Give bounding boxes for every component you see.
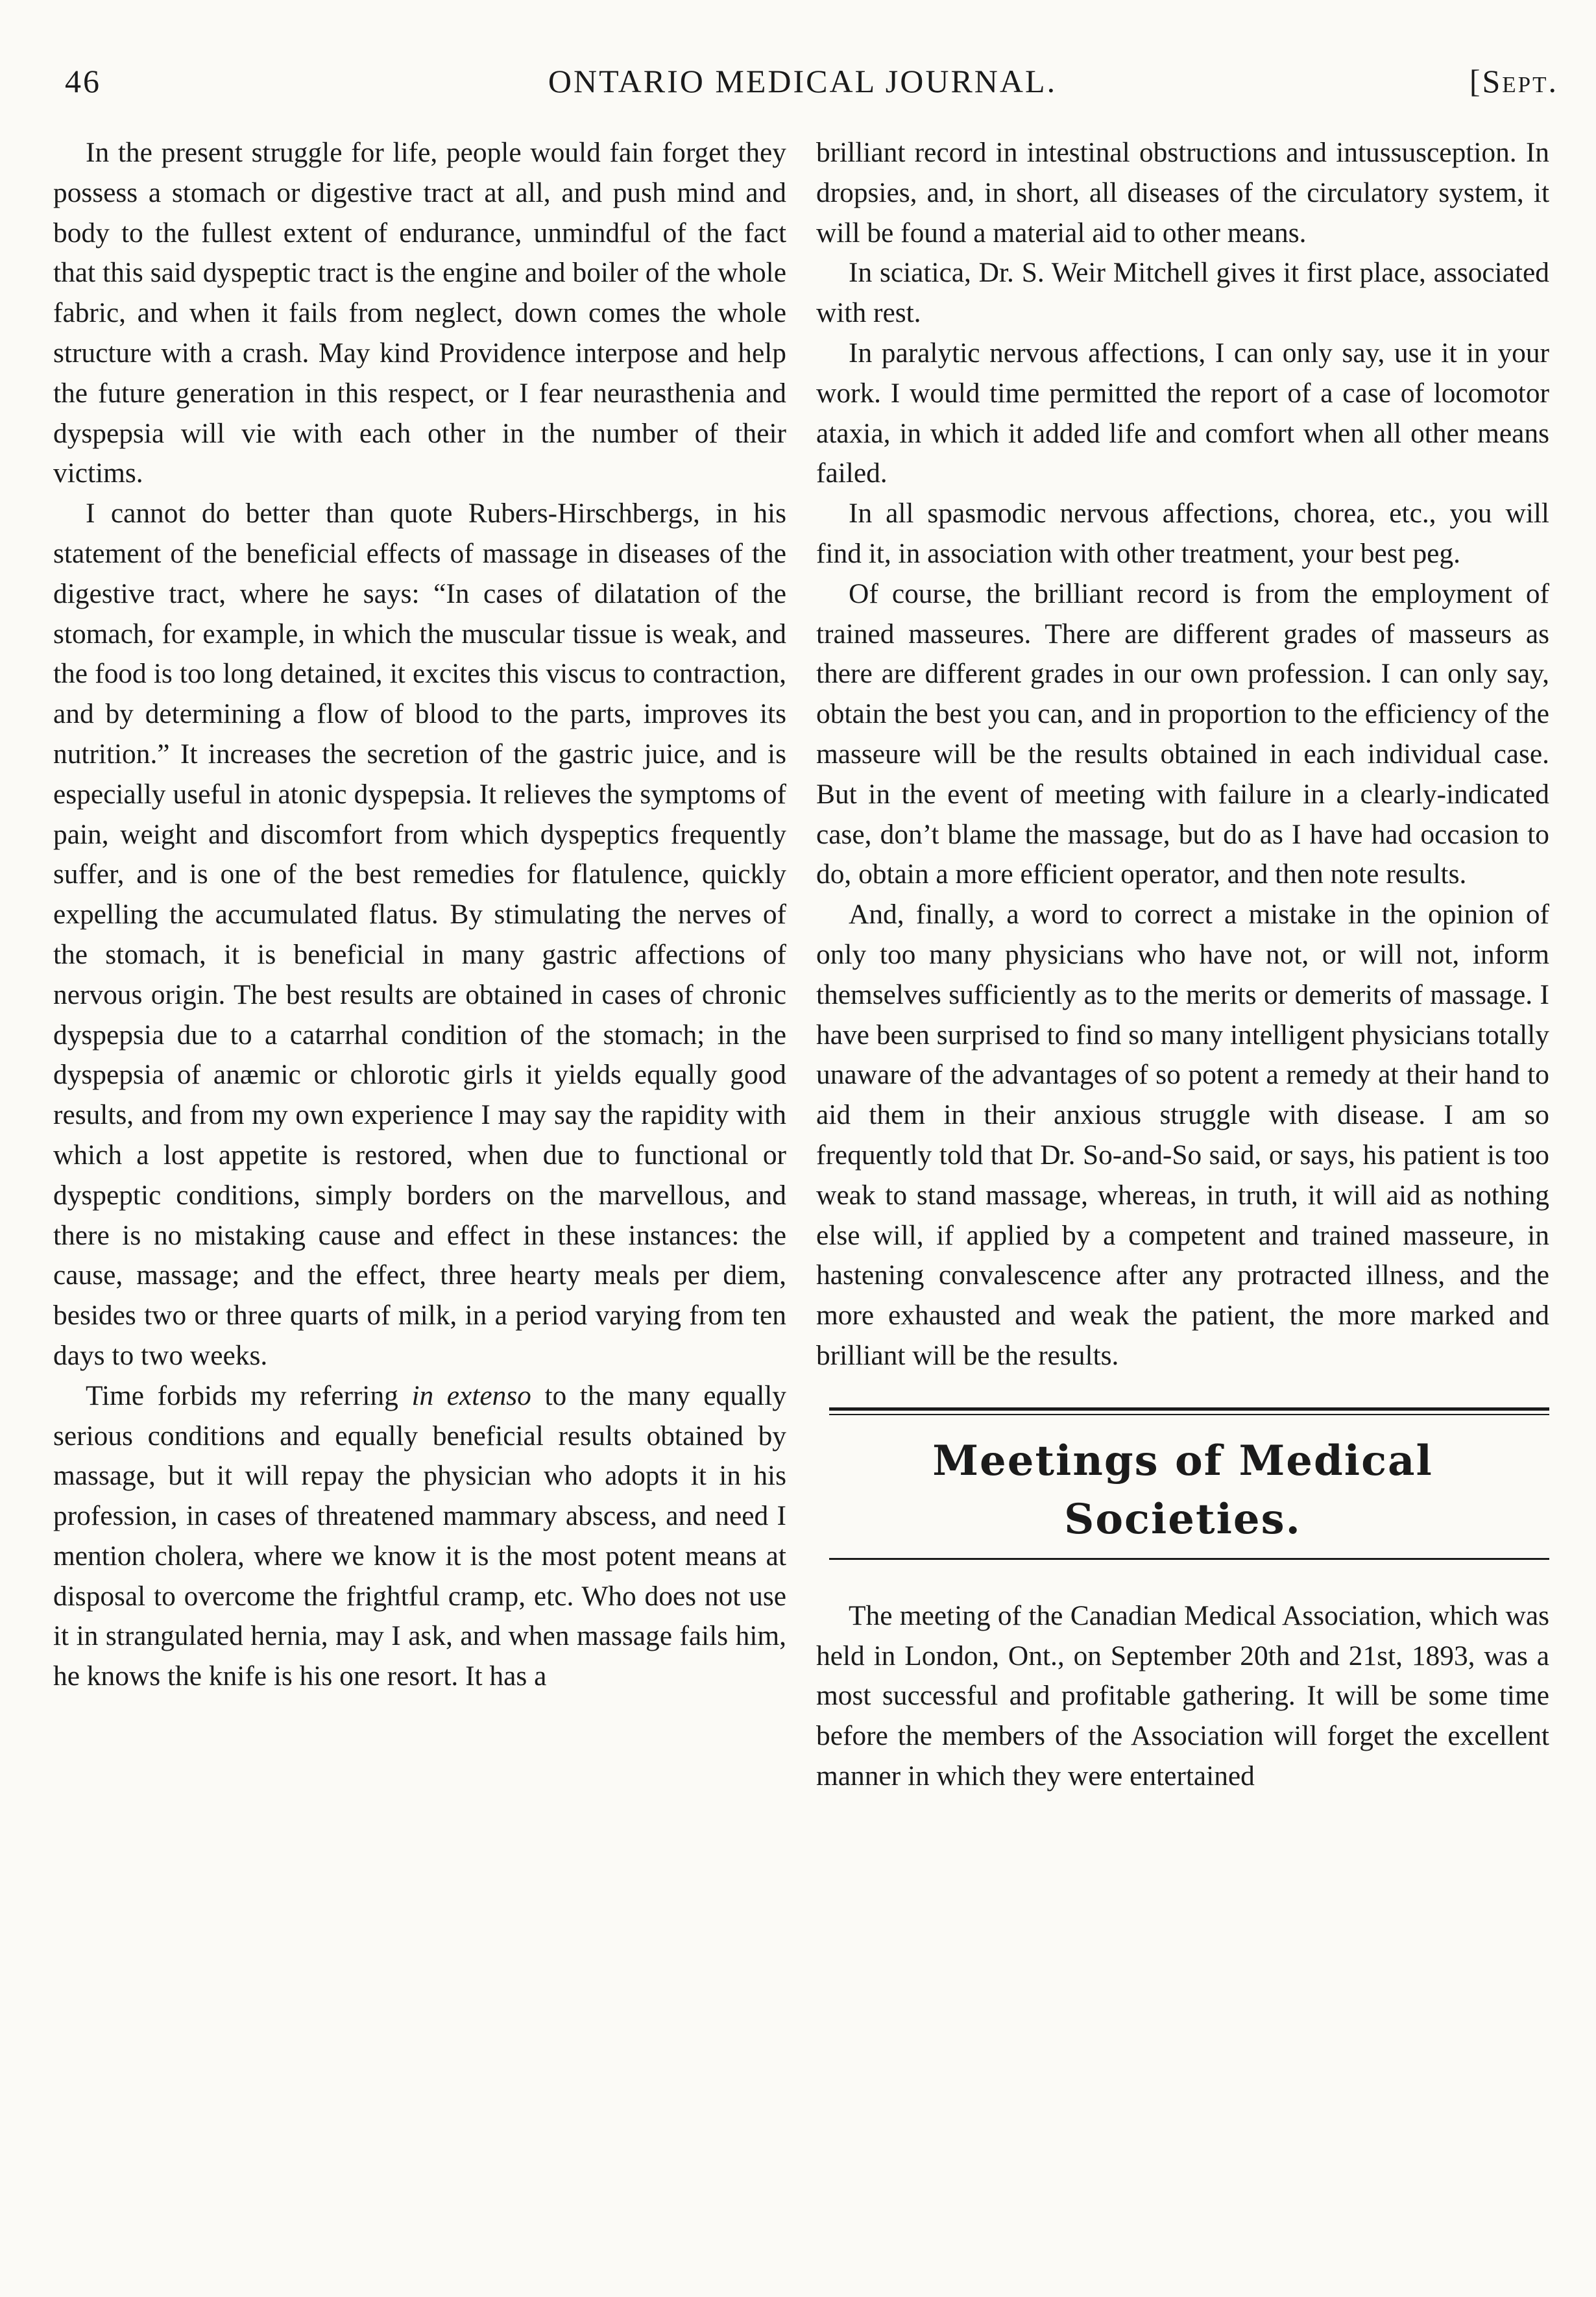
journal-title: ONTARIO MEDICAL JOURNAL. — [548, 63, 1058, 99]
page-number: 46 — [65, 63, 101, 99]
section-heading: Meetings of Medical Societies. — [932, 1436, 1433, 1544]
issue-month: [Sept. — [1469, 63, 1558, 99]
paragraph: And, finally, a word to correct a mistake in the opinion of only too many physicians who have not, or will not, inform themselves sufficiently as to the merits or demerits of massage. I have been surprised to find so many intelligent physicians totally unaware of the advantages of so potent a remedy at their hand to aid them in their anxious struggle with disease. I am so frequently told that Dr. So-and-So said, or says, his patient is too weak to stand massage, whereas, in truth, it will aid as nothing else will, if applied by a competent and trained masseure, in hastening convalescence after any protracted illness, and the more exhausted and weak the patient, the more marked and brilliant will be the results. — [816, 899, 1549, 1371]
paragraph: I cannot do better than quote Rubers-Hirschbergs, in his statement of the beneficial effects of massage in diseases of the digestive tract, where he says: “In cases of dilatation of the stomach, for example, in which the muscular tissue is weak, and the food is too long detained, it excites this viscus to contraction, and by determining a flow of blood to the parts, improves its nutrition.” It increases the secretion of the gastric juice, and is especially useful in atonic dyspepsia. It relieves the symptoms of pain, weight and discomfort from which dyspeptics frequently suffer, and is one of the best remedies for flatulence, quickly expelling the accumulated flatus. By stimulating the nerves of the stomach, it is beneficial in many gastric affections of nervous origin. The best results are obtained in cases of chronic dyspepsia due to a catarrhal condition of the stomach; in the dyspepsia of anæmic or chlorotic girls it yields equally good results, and from my own experience I may say the rapidity with which a lost appetite is restored, when due to functional or dyspeptic conditions, simply borders on the marvellous, and there is no mistaking cause and effect in these instances: the cause, massage; and the effect, three hearty meals per diem, besides two or three quarts of milk, in a period varying from ten days to two weeks. — [53, 498, 786, 1371]
paragraph: The meeting of the Canadian Medical Association, which was held in London, Ont., on September 20th and 21st, 1893, was a most successful and profitable gathering. It will be some time before the members of the Association will forget the excellent manner in which they were entertained — [816, 1599, 1549, 1792]
paragraph: In paralytic nervous affections, I can only say, use it in your work. I would time permitted the report of a case of locomotor ataxia, in which it added life and comfort when all other means failed. — [816, 337, 1549, 489]
page-header — [47, 56, 1558, 121]
right-column — [816, 133, 1549, 1797]
italic-phrase: in extenso — [411, 1379, 531, 1411]
section-divider-double — [829, 1407, 1549, 1415]
paragraph-text: Time forbids my referring — [86, 1379, 412, 1411]
paragraph-text: to the many equally serious conditions and equally beneficial results obtained by massage, but it will repay the physician who adopts it in his profession, in cases of threatened mammary abscess, and need I mention cholera, where we know it is the most potent means at disposal to overcome the frightful cramp, etc. Who does not use it in strangulated hernia, may I ask, and when massage fails him, he knows the knife is his one resort. It has a — [53, 1379, 787, 1692]
paragraph: In all spasmodic nervous affections, chorea, etc., you will find it, in association with other treatment, your best peg. — [816, 498, 1549, 569]
paragraph: In sciatica, Dr. S. Weir Mitchell gives it first place, associated with rest. — [816, 257, 1549, 329]
paragraph: In the present struggle for life, people would fain forget they possess a stomach or digestive tract at all, and push mind and body to the fullest extent of endurance, unmindful of the fact that this said dyspeptic tract is the engine and boiler of the whole fabric, and when it fails from neglect, down comes the whole structure with a crash. May kind Providence interpose and help the future generation in this respect, or I fear neurasthenia and dyspepsia will vie with each other in the number of their victims. — [53, 137, 786, 489]
paragraph: brilliant record in intestinal obstructions and intussusception. In dropsies, and, in short, all diseases of the circulatory system, it will be found a material aid to other means. — [816, 137, 1549, 249]
paragraph: Of course, the brilliant record is from the employment of trained masseures. There are different grades of masseurs as there are different grades in our own profession. I can only say, obtain the best you can, and in proportion to the efficiency of the masseure will be the results obtained in each individual case. But in the event of meeting with failure in a clearly-indicated case, don’t blame the massage, but do as I have had occasion to do, obtain a more efficient operator, and then note results. — [816, 577, 1549, 890]
paragraph — [53, 1376, 786, 1697]
section-divider — [829, 1558, 1549, 1560]
left-column — [53, 133, 786, 1697]
